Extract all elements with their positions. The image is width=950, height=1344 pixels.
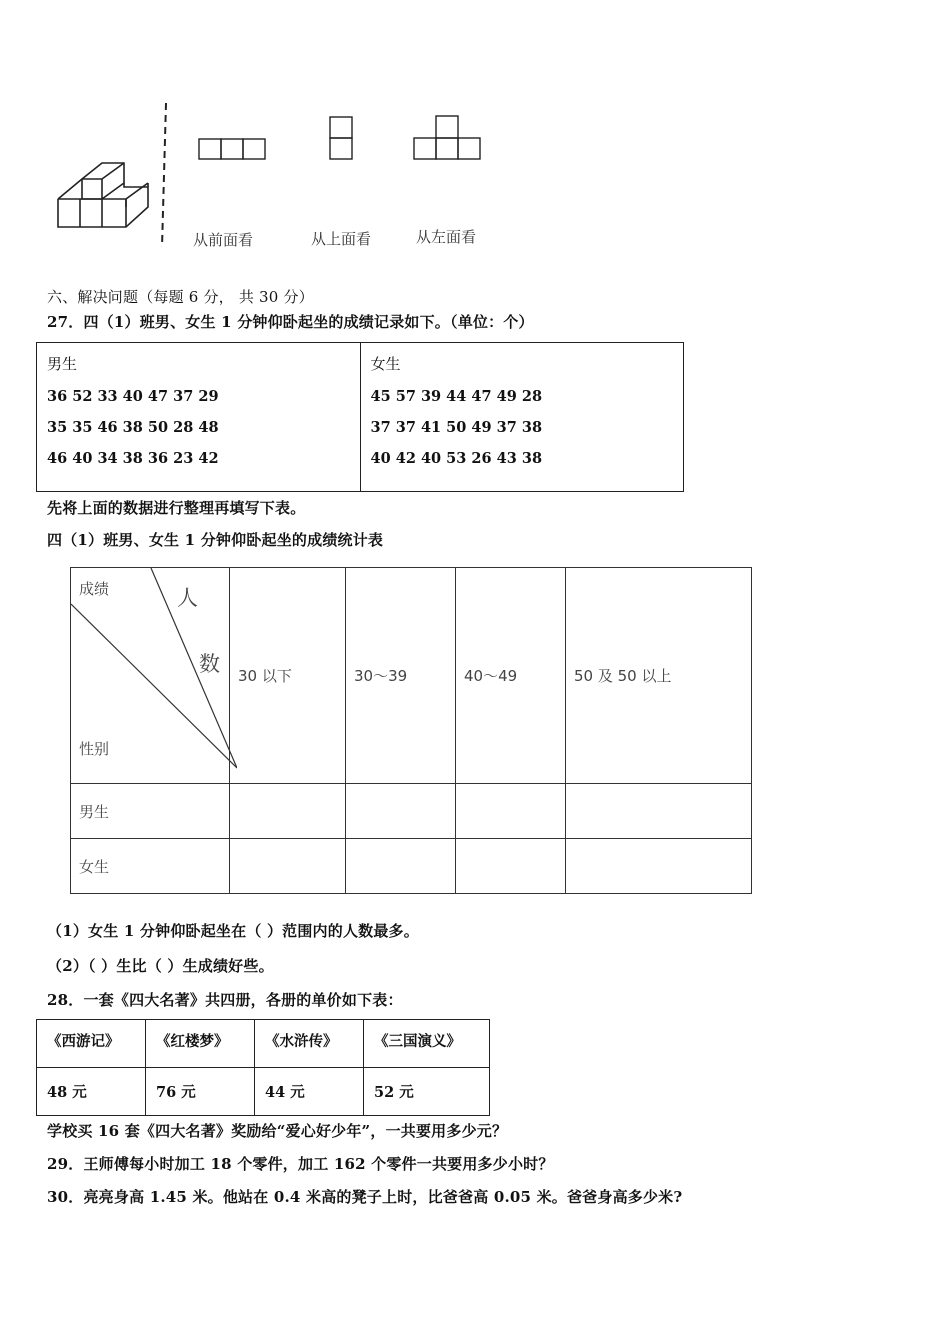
column-header: 30～39 bbox=[346, 568, 456, 784]
boys-scores-row: 35 35 46 38 50 28 48 bbox=[47, 419, 219, 436]
fill-cell[interactable] bbox=[456, 784, 566, 839]
top-view-shape bbox=[330, 117, 352, 159]
left-view-shape bbox=[414, 116, 480, 159]
boys-scores-cell bbox=[37, 343, 361, 492]
statistics-table bbox=[70, 567, 752, 894]
corner-people-label-2: 数 bbox=[199, 652, 220, 676]
fill-cell[interactable] bbox=[456, 839, 566, 894]
book-price-cell: 76 元 bbox=[146, 1068, 255, 1116]
fill-cell[interactable] bbox=[230, 784, 346, 839]
corner-gender-label: 性别 bbox=[79, 740, 110, 758]
fill-cell[interactable] bbox=[346, 839, 456, 894]
fill-cell[interactable] bbox=[566, 839, 752, 894]
left-view-label: 从左面看 bbox=[416, 228, 477, 246]
book-name-cell: 《三国演义》 bbox=[364, 1020, 490, 1068]
sub-question-1: （1）女生 1 分钟仰卧起坐在（ ）范围内的人数最多。 bbox=[47, 922, 419, 940]
stat-table-title: 四（1）班男、女生 1 分钟仰卧起坐的成绩统计表 bbox=[47, 531, 384, 549]
girls-scores-row: 37 37 41 50 49 37 38 bbox=[370, 419, 543, 436]
question-29-text: 29．王师傅每小时加工 18 个零件，加工 162 个零件一共要用多少小时？ bbox=[47, 1155, 554, 1173]
boys-scores-row: 46 40 34 38 36 23 42 bbox=[47, 450, 219, 467]
girls-scores-row: 40 42 40 53 26 43 38 bbox=[370, 450, 543, 467]
question-27-text: 27．四（1）班男、女生 1 分钟仰卧起坐的成绩记录如下。（单位：个） bbox=[47, 313, 534, 331]
fill-cell[interactable] bbox=[566, 784, 752, 839]
row-header-boys: 男生 bbox=[71, 784, 230, 839]
fill-cell[interactable] bbox=[230, 839, 346, 894]
corner-people-label: 人 bbox=[177, 586, 198, 610]
question-28-text: 28．一套《四大名著》共四册，各册的单价如下表： bbox=[47, 991, 403, 1009]
column-header: 30 以下 bbox=[230, 568, 346, 784]
question-30-text: 30．亮亮身高 1.45 米。他站在 0.4 米高的凳子上时，比爸爸高 0.05 米。爸爸身高多少米? bbox=[47, 1188, 683, 1206]
dashed-divider bbox=[162, 103, 166, 247]
fill-cell[interactable] bbox=[346, 784, 456, 839]
boys-header: 男生 bbox=[47, 355, 78, 373]
diagonal-header-cell bbox=[71, 568, 230, 784]
book-price-table bbox=[36, 1019, 490, 1116]
front-view-label: 从前面看 bbox=[193, 231, 254, 249]
top-view-label: 从上面看 bbox=[311, 230, 372, 248]
book-name-cell: 《西游记》 bbox=[37, 1020, 146, 1068]
book-price-cell: 52 元 bbox=[364, 1068, 490, 1116]
corner-score-label: 成绩 bbox=[79, 580, 110, 598]
sub-question-2: （2）（ ）生比（ ）生成绩好些。 bbox=[47, 957, 274, 975]
instruction-text: 先将上面的数据进行整理再填写下表。 bbox=[47, 499, 306, 517]
section-title: 六、解决问题（每题 6 分， 共 30 分） bbox=[47, 288, 314, 306]
front-view-shape bbox=[199, 139, 265, 159]
book-name-cell: 《红楼梦》 bbox=[146, 1020, 255, 1068]
book-price-cell: 44 元 bbox=[255, 1068, 364, 1116]
girls-scores-row: 45 57 39 44 47 49 28 bbox=[370, 388, 543, 405]
column-header: 50 及 50 以上 bbox=[566, 568, 752, 784]
girls-scores-cell bbox=[360, 343, 684, 492]
cube-stack-drawing bbox=[58, 163, 148, 227]
book-price-cell: 48 元 bbox=[37, 1068, 146, 1116]
question-28-ask: 学校买 16 套《四大名著》奖励给“爱心好少年”，一共要用多少元？ bbox=[47, 1122, 508, 1140]
raw-scores-table bbox=[36, 342, 684, 492]
row-header-girls: 女生 bbox=[71, 839, 230, 894]
girls-header: 女生 bbox=[370, 355, 401, 373]
boys-scores-row: 36 52 33 40 47 37 29 bbox=[47, 388, 219, 405]
column-header: 40～49 bbox=[456, 568, 566, 784]
book-name-cell: 《水浒传》 bbox=[255, 1020, 364, 1068]
